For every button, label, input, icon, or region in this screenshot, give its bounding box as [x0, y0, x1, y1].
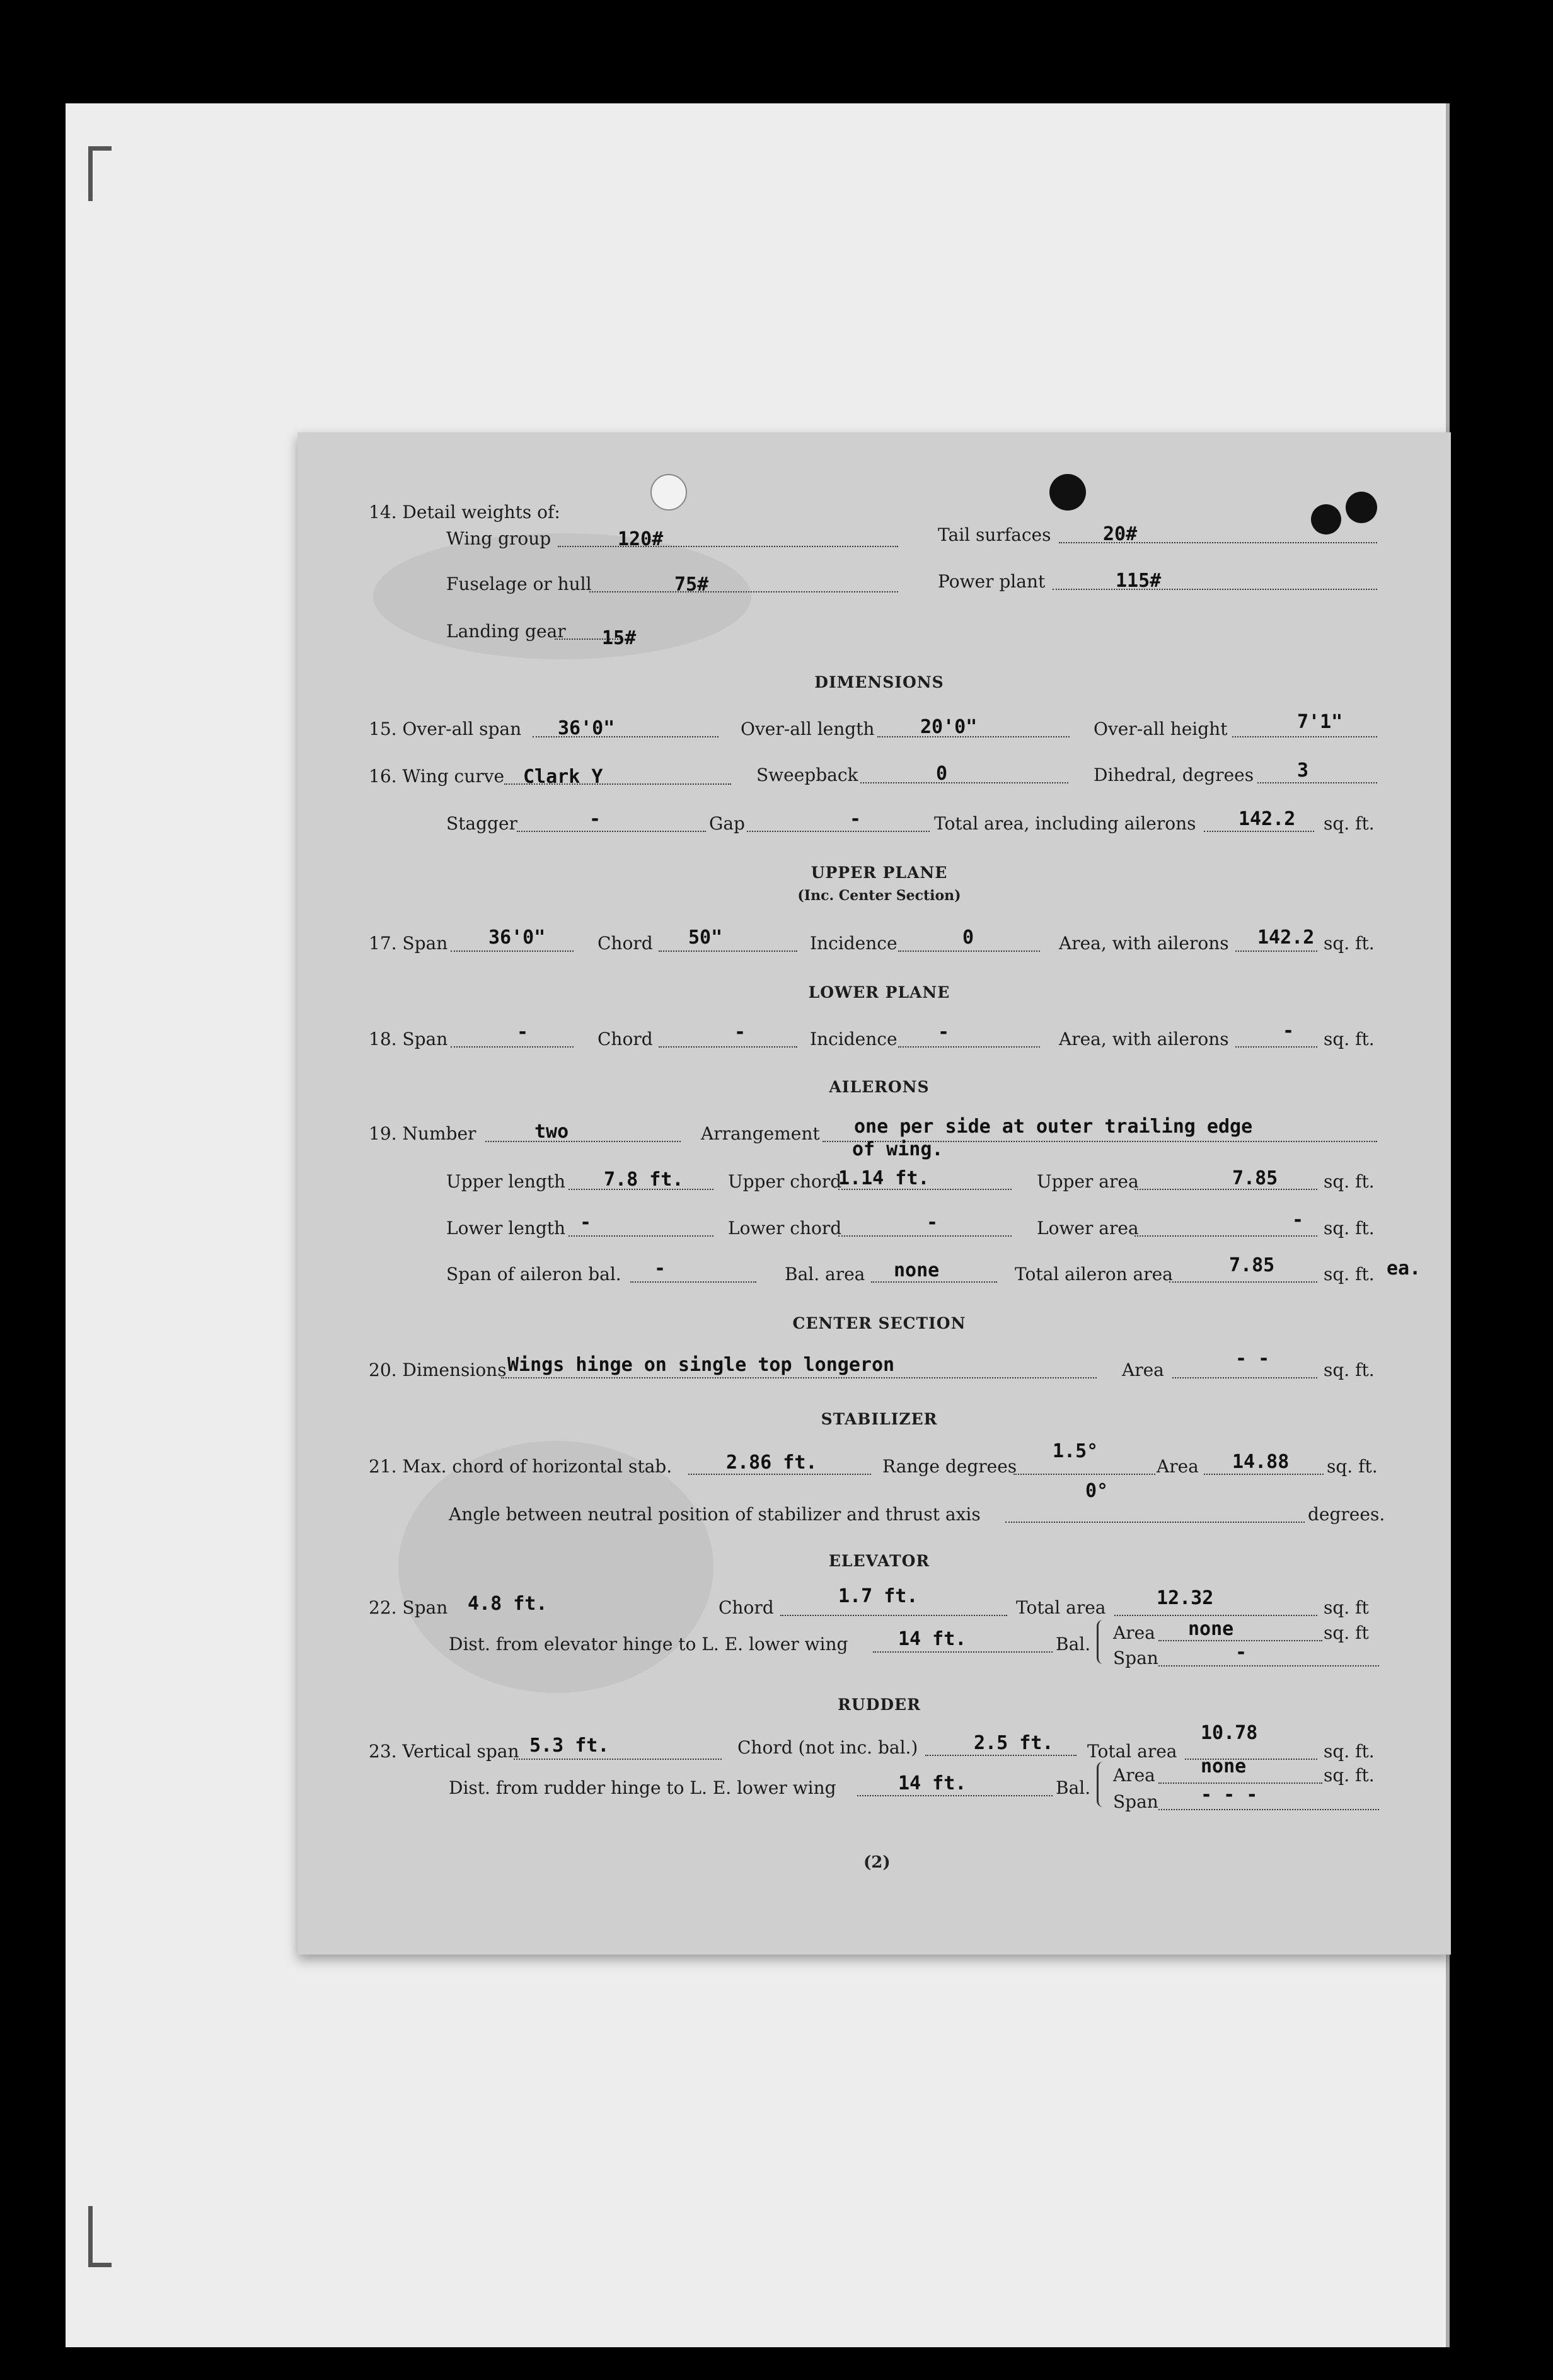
- fill-line: [873, 1651, 1053, 1653]
- wing-curve-value: Clark Y: [523, 766, 603, 788]
- upper-span-value: 36'0": [488, 927, 546, 949]
- punch-hole: [1346, 492, 1377, 523]
- lower-area-value: -: [1283, 1020, 1295, 1042]
- over-all-span-label: 15. Over-all span: [369, 719, 522, 739]
- fill-line: [688, 1474, 871, 1475]
- stab-area-value: 14.88: [1232, 1451, 1290, 1473]
- fuselage-label: Fuselage or hull: [446, 574, 592, 594]
- upper-span-label: 17. Span: [369, 933, 448, 954]
- crop-mark-top-left: [88, 146, 112, 201]
- rudder-dist-value: 14 ft.: [898, 1772, 967, 1794]
- sqft-unit: sq. ft: [1324, 1597, 1369, 1618]
- upper-area-value: 7.85: [1232, 1167, 1278, 1189]
- over-all-length-value: 20'0": [920, 716, 978, 738]
- ailerons-heading: AILERONS: [829, 1078, 930, 1096]
- sqft-unit: sq. ft.: [1324, 1765, 1375, 1786]
- bal-area-label: Area: [1113, 1765, 1155, 1786]
- arrangement-value: one per side at outer trailing edge: [854, 1116, 1253, 1138]
- punch-hole: [650, 474, 687, 511]
- range-degrees-label: Range degrees: [882, 1456, 1017, 1477]
- sqft-unit: sq. ft.: [1324, 1029, 1375, 1049]
- lower-incidence-value: -: [938, 1021, 950, 1043]
- lower-chord-value: -: [927, 1211, 938, 1233]
- landing-gear-label: Landing gear: [446, 621, 566, 642]
- elevator-chord-value: 1.7 ft.: [838, 1585, 918, 1607]
- lower-span-value: -: [517, 1021, 529, 1043]
- elevator-dist-label: Dist. from elevator hinge to L. E. lower wing: [449, 1634, 848, 1655]
- bracket: [1097, 1620, 1107, 1664]
- bal-span-value: - - -: [1201, 1784, 1258, 1806]
- fill-line: [780, 1615, 1007, 1616]
- range-degrees-value: 1.5°: [1053, 1440, 1099, 1462]
- fill-line: [1172, 1377, 1317, 1378]
- sqft-unit: sq. ft.: [1324, 1218, 1375, 1239]
- elevator-chord-label: Chord: [719, 1597, 774, 1618]
- bal-area-label: Area: [1113, 1622, 1155, 1643]
- fill-line: [871, 1281, 997, 1283]
- stab-chord-label: 21. Max. chord of horizontal stab.: [369, 1456, 673, 1477]
- fill-line: [1257, 782, 1377, 783]
- elevator-heading: ELEVATOR: [828, 1552, 930, 1570]
- bal-area-label: Bal. area: [785, 1264, 865, 1285]
- fill-line: [517, 831, 706, 832]
- fill-line: [1204, 1474, 1324, 1475]
- fill-line: [1158, 1665, 1379, 1667]
- sqft-unit: sq. ft.: [1324, 813, 1375, 834]
- upper-area-value: 142.2: [1257, 927, 1315, 949]
- angle-label: Angle between neutral position of stabilizer and thrust axis: [449, 1504, 981, 1525]
- bal-area-value: none: [894, 1259, 940, 1281]
- span-bal-value: -: [654, 1257, 666, 1280]
- fill-line: [451, 950, 574, 952]
- sqft-unit: sq. ft.: [1324, 1360, 1375, 1380]
- aileron-number-value: two: [534, 1121, 569, 1143]
- bal-label: Bal.: [1056, 1777, 1091, 1798]
- elevator-dist-value: 14 ft.: [898, 1628, 967, 1650]
- page-number: (2): [863, 1853, 891, 1872]
- fill-line: [1005, 1522, 1305, 1523]
- wing-group-value: 120#: [618, 528, 664, 550]
- fill-line: [1134, 1189, 1317, 1190]
- over-all-height-value: 7'1": [1297, 711, 1343, 733]
- stab-area-label: Area: [1157, 1456, 1199, 1477]
- bal-area-value: none: [1188, 1618, 1234, 1640]
- sweepback-value: 0: [936, 763, 948, 785]
- total-area-value: 142.2: [1238, 808, 1296, 830]
- fill-line: [857, 1795, 1053, 1796]
- stagger-label: Stagger: [446, 813, 517, 834]
- bracket: [1097, 1762, 1107, 1807]
- lower-area-label: Area, with ailerons: [1059, 1029, 1229, 1049]
- angle-value: 0°: [1085, 1480, 1109, 1502]
- wing-group-label: Wing group: [446, 528, 551, 549]
- sqft-unit: sq. ft.: [1324, 1171, 1375, 1192]
- bal-label: Bal.: [1056, 1634, 1091, 1655]
- sqft-unit: sq. ft.: [1324, 933, 1375, 954]
- bal-span-label: Span: [1113, 1648, 1158, 1668]
- fill-line: [659, 1046, 797, 1048]
- fill-line: [1053, 589, 1377, 590]
- bal-span-value: -: [1235, 1641, 1247, 1663]
- upper-plane-subheading: (Inc. Center Section): [797, 887, 961, 904]
- dimensions-label: 20. Dimensions: [369, 1360, 507, 1380]
- center-section-heading: CENTER SECTION: [792, 1314, 966, 1332]
- fill-line: [485, 1141, 681, 1142]
- rudder-dist-label: Dist. from rudder hinge to L. E. lower wing: [449, 1777, 836, 1798]
- detail-weights-label: 14. Detail weights of:: [369, 502, 560, 523]
- power-plant-value: 115#: [1116, 570, 1162, 592]
- center-dimensions-value: Wings hinge on single top longeron: [507, 1354, 895, 1376]
- degrees-unit: degrees.: [1308, 1504, 1385, 1525]
- aileron-number-label: 19. Number: [369, 1123, 476, 1144]
- elevator-span-label: 22. Span: [369, 1597, 448, 1618]
- center-area-label: Area: [1122, 1360, 1164, 1380]
- fill-line: [514, 1759, 722, 1760]
- vertical-span-value: 5.3 ft.: [529, 1735, 609, 1757]
- fill-line: [1158, 1809, 1379, 1810]
- lower-length-label: Lower length: [446, 1218, 566, 1239]
- gap-label: Gap: [709, 813, 745, 834]
- upper-area-label: Area, with ailerons: [1059, 933, 1229, 954]
- punch-hole: [1311, 504, 1341, 534]
- lower-plane-heading: LOWER PLANE: [808, 983, 950, 1002]
- lower-length-value: -: [580, 1211, 592, 1233]
- form-page: [297, 432, 1451, 1955]
- fill-line: [1013, 1474, 1155, 1475]
- lower-chord-value: -: [734, 1021, 746, 1043]
- fill-line: [1235, 950, 1317, 952]
- upper-chord-label: Upper chord: [728, 1171, 842, 1192]
- fill-line: [898, 950, 1040, 952]
- rudder-total-area-label: Total area: [1087, 1741, 1177, 1762]
- rudder-chord-label: Chord (not inc. bal.): [737, 1737, 918, 1758]
- punch-hole: [1049, 474, 1086, 511]
- tail-surfaces-value: 20#: [1103, 523, 1138, 545]
- upper-chord-value: 50": [688, 927, 723, 949]
- fill-line: [838, 1235, 1012, 1237]
- power-plant-label: Power plant: [938, 571, 1046, 592]
- fill-line: [558, 546, 898, 547]
- upper-chord-value: 1.14 ft.: [838, 1167, 930, 1189]
- vertical-span-label: 23. Vertical span: [369, 1741, 519, 1762]
- lower-chord-label: Lower chord: [728, 1218, 842, 1239]
- fill-line: [1232, 736, 1377, 737]
- span-bal-label: Span of aileron bal.: [446, 1264, 621, 1285]
- over-all-length-label: Over-all length: [741, 719, 875, 739]
- fill-line: [589, 591, 898, 592]
- fill-line: [1204, 831, 1314, 832]
- fill-line: [630, 1281, 756, 1283]
- rudder-chord-value: 2.5 ft.: [974, 1732, 1054, 1754]
- landing-gear-value: 15#: [602, 627, 637, 649]
- fuselage-value: 75#: [674, 574, 709, 596]
- upper-incidence-value: 0: [962, 927, 974, 949]
- arrangement-label: Arrangement: [701, 1123, 820, 1144]
- over-all-span-value: 36'0": [558, 717, 615, 739]
- bal-area-value: none: [1201, 1755, 1247, 1777]
- fill-line: [898, 1046, 1040, 1048]
- fill-line: [1134, 1235, 1317, 1237]
- total-area-label: Total area, including ailerons: [934, 813, 1196, 834]
- sweepback-label: Sweepback: [756, 765, 858, 785]
- rudder-heading: RUDDER: [838, 1695, 921, 1714]
- stabilizer-heading: STABILIZER: [821, 1410, 938, 1428]
- fill-line: [569, 1235, 713, 1237]
- lower-incidence-label: Incidence: [810, 1029, 898, 1049]
- upper-length-value: 7.8 ft.: [604, 1169, 684, 1191]
- fill-line: [501, 1377, 1097, 1378]
- upper-incidence-label: Incidence: [810, 933, 898, 954]
- stab-chord-value: 2.86 ft.: [726, 1452, 817, 1474]
- bleed-through-stamp: [398, 1441, 713, 1693]
- dihedral-value: 3: [1297, 760, 1309, 782]
- stagger-value: -: [589, 808, 601, 830]
- over-all-height-label: Over-all height: [1094, 719, 1228, 739]
- sqft-unit: sq. ft.: [1324, 1264, 1375, 1285]
- lower-area-label: Lower area: [1037, 1218, 1139, 1239]
- gap-value: -: [850, 808, 862, 830]
- upper-plane-heading: UPPER PLANE: [811, 864, 948, 882]
- sqft-unit: sq. ft.: [1327, 1456, 1378, 1477]
- elevator-span-value: 4.8 ft.: [468, 1593, 548, 1615]
- lower-chord-label: Chord: [598, 1029, 653, 1049]
- fill-line: [451, 1046, 574, 1048]
- rudder-total-area-value: 10.78: [1201, 1722, 1258, 1744]
- lower-area-value: -: [1292, 1209, 1304, 1231]
- elevator-total-area-label: Total area: [1016, 1597, 1106, 1618]
- wing-curve-label: 16. Wing curve: [369, 766, 505, 787]
- crop-mark-bottom-left: [88, 2206, 112, 2267]
- upper-chord-label: Chord: [598, 933, 653, 954]
- center-area-value: - -: [1235, 1348, 1270, 1370]
- tail-surfaces-label: Tail surfaces: [938, 524, 1051, 545]
- fill-line: [1169, 1281, 1317, 1283]
- fill-line: [925, 1755, 1077, 1756]
- total-aileron-area-value: 7.85: [1229, 1254, 1275, 1276]
- bal-span-label: Span: [1113, 1791, 1158, 1812]
- lower-span-label: 18. Span: [369, 1029, 448, 1049]
- dihedral-label: Dihedral, degrees: [1094, 765, 1254, 785]
- fill-line: [659, 950, 797, 952]
- total-aileron-area-label: Total aileron area: [1015, 1264, 1173, 1285]
- upper-area-label: Upper area: [1037, 1171, 1139, 1192]
- sqft-unit: sq. ft: [1324, 1622, 1369, 1643]
- upper-length-label: Upper length: [446, 1171, 566, 1192]
- elevator-total-area-value: 12.32: [1157, 1587, 1214, 1609]
- fill-line: [860, 782, 1068, 783]
- each-annotation: ea.: [1387, 1257, 1421, 1280]
- fill-line: [747, 831, 930, 832]
- sqft-unit: sq. ft.: [1324, 1741, 1375, 1762]
- dimensions-heading: DIMENSIONS: [814, 673, 944, 691]
- arrangement-value-continued: of wing.: [852, 1138, 944, 1160]
- fill-line: [1235, 1046, 1317, 1048]
- fill-line: [1114, 1615, 1317, 1616]
